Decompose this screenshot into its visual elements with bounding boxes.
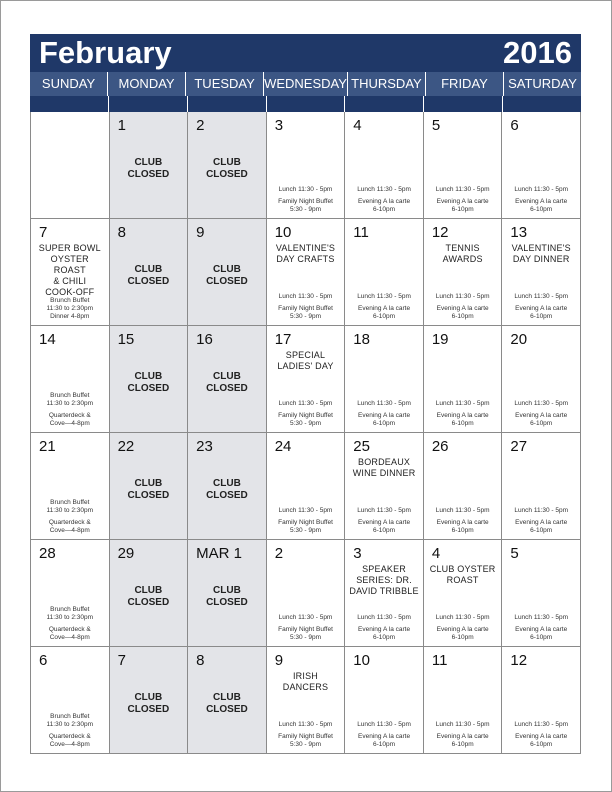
hours-line: Brunch Buffet 11:30 to 2:30pm [46,499,94,514]
hours-line: Evening A la carte 6-10pm [515,305,568,320]
day-number: 9 [274,652,284,669]
day-cell [31,540,110,647]
calendar [30,34,581,754]
day-number: 11 [353,224,369,241]
hours-line: Lunch 11:30 - 5pm [435,721,490,728]
day-number: 26 [431,438,449,455]
day-cell [31,326,110,433]
day-cell [31,112,110,219]
day-number: 6 [39,652,48,669]
weekday-monday: MONDAY [107,72,185,96]
day-number: 28 [39,545,56,562]
hours-line: Family Night Buffet 5:30 - 9pm [278,626,333,641]
hours-line: Lunch 11:30 - 5pm [357,614,411,621]
hours-line: Evening A la carte 6-10pm [515,733,568,748]
year-title: 2016 [503,35,572,70]
day-cell [502,647,581,754]
day-number: 12 [510,652,528,669]
day-number: 15 [117,331,135,348]
hours-line: Quarterdeck & Cove—4-8pm [48,733,91,748]
hours-line: Lunch 11:30 - 5pm [357,186,411,193]
hours-line: Evening A la carte 6-10pm [515,198,568,213]
hours-line: Lunch 11:30 - 5pm [357,507,411,514]
hours-info [426,400,500,428]
hours-info [504,614,578,642]
day-cell [267,326,346,433]
day-cell [502,540,581,647]
club-closed-label: CLUB CLOSED [206,585,248,608]
hours-line: Brunch Buffet 11:30 to 2:30pm [46,606,94,621]
day-number: 8 [117,224,126,241]
day-number: 5 [431,117,441,134]
hours-line: Evening A la carte 6-10pm [515,626,568,641]
hours-line: Lunch 11:30 - 5pm [514,400,569,407]
club-closed-label: CLUB CLOSED [127,585,170,608]
hours-line: Lunch 11:30 - 5pm [278,293,333,300]
hours-line: Lunch 11:30 - 5pm [278,186,333,193]
day-cell [424,540,503,647]
day-number: 7 [117,652,126,669]
club-closed-label: CLUB CLOSED [206,692,248,715]
day-number: 4 [353,117,362,134]
day-number: 4 [431,545,441,562]
day-cell [424,326,503,433]
hours-info [269,400,343,428]
day-number: 7 [39,224,48,241]
day-cell [424,112,503,219]
header-spacer-row [30,96,581,112]
hours-info [426,721,500,749]
hours-line: Evening A la carte 6-10pm [358,305,411,320]
hours-line: Evening A la carte 6-10pm [436,733,489,748]
hours-line: Brunch Buffet 11:30 to 2:30pm Dinner 4-8pm [46,297,94,320]
club-closed-label: CLUB CLOSED [127,692,170,715]
hours-info [347,614,421,642]
hours-info [347,721,421,749]
day-number: 13 [510,224,528,241]
event-title: TENNIS AWARDS [442,243,483,264]
hours-line: Lunch 11:30 - 5pm [278,614,333,621]
hours-line: Evening A la carte 6-10pm [358,412,411,427]
weekday-sunday: SUNDAY [41,76,96,91]
day-number: 11 [431,652,448,669]
hours-line: Lunch 11:30 - 5pm [357,400,411,407]
hours-line: Evening A la carte 6-10pm [358,733,411,748]
calendar-grid [30,112,581,754]
day-number: 1 [117,117,126,134]
day-number: 8 [196,652,205,669]
event-title: IRISH DANCERS [282,671,329,692]
day-cell [345,540,424,647]
hours-line: Lunch 11:30 - 5pm [278,400,333,407]
day-number: 12 [431,224,449,241]
hours-line: Quarterdeck & Cove—4-8pm [48,412,91,427]
day-cell [31,433,110,540]
day-cell [188,219,267,326]
hours-line: Evening A la carte 6-10pm [358,198,411,213]
day-cell [188,540,267,647]
day-cell [502,219,581,326]
day-cell [110,647,189,754]
hours-line: Brunch Buffet 11:30 to 2:30pm [46,713,94,728]
hours-line: Family Night Buffet 5:30 - 9pm [278,305,333,320]
club-closed-label: CLUB CLOSED [206,371,248,394]
hours-line: Lunch 11:30 - 5pm [435,186,490,193]
day-cell [267,647,346,754]
day-number: 14 [39,331,56,348]
hours-info [426,186,500,214]
hours-line: Evening A la carte 6-10pm [436,412,489,427]
hours-line: Lunch 11:30 - 5pm [435,293,490,300]
day-number: 23 [196,438,213,455]
day-cell [424,433,503,540]
event-title: SUPER BOWL OYSTER ROAST & CHILI COOK-OFF [38,243,101,297]
day-number: 17 [274,331,292,348]
day-number: 27 [510,438,528,455]
event-title: SPECIAL LADIES' DAY [277,350,334,371]
club-closed-label: CLUB CLOSED [206,157,248,180]
day-cell [110,112,189,219]
hours-info [426,507,500,535]
hours-line: Family Night Buffet 5:30 - 9pm [278,412,333,427]
hours-line: Evening A la carte 6-10pm [358,626,411,641]
hours-info [504,507,578,535]
day-number: 2 [274,545,284,562]
hours-line: Family Night Buffet 5:30 - 9pm [278,733,333,748]
event-title: SPEAKER SERIES: DR. DAVID TRIBBLE [349,564,419,596]
hours-info [504,721,578,749]
title-bar [30,34,581,72]
day-cell [31,219,110,326]
day-number: 20 [510,331,528,348]
day-cell [110,326,189,433]
day-cell [502,112,581,219]
hours-line: Lunch 11:30 - 5pm [514,507,569,514]
day-cell [110,540,189,647]
day-number: 6 [510,117,519,134]
club-closed-label: CLUB CLOSED [206,478,248,501]
day-number: 22 [117,438,135,455]
day-cell [345,647,424,754]
hours-line: Lunch 11:30 - 5pm [514,293,569,300]
hours-line: Lunch 11:30 - 5pm [357,293,411,300]
hours-info [504,186,578,214]
hours-line: Lunch 11:30 - 5pm [435,614,490,621]
hours-info [269,293,343,321]
day-cell [31,647,110,754]
hours-line: Evening A la carte 6-10pm [436,198,489,213]
hours-line: Lunch 11:30 - 5pm [435,507,490,514]
hours-info [347,507,421,535]
day-number: 24 [274,438,292,455]
hours-info [426,614,500,642]
day-number: MAR 1 [196,545,242,562]
day-cell [267,219,346,326]
hours-info [269,721,343,749]
hours-line: Family Night Buffet 5:30 - 9pm [278,198,333,213]
hours-line: Lunch 11:30 - 5pm [278,507,333,514]
hours-line: Lunch 11:30 - 5pm [514,614,569,621]
hours-line: Evening A la carte 6-10pm [436,305,489,320]
day-cell [345,433,424,540]
day-number: 3 [274,117,284,134]
day-cell [188,433,267,540]
day-cell [188,647,267,754]
day-cell [345,219,424,326]
day-number: 9 [196,224,205,241]
day-number: 25 [353,438,370,455]
event-title: VALENTINE'S DAY DINNER [511,243,571,264]
hours-info [33,713,107,749]
hours-line: Evening A la carte 6-10pm [358,519,411,534]
day-number: 2 [196,117,205,134]
day-cell [267,433,346,540]
club-closed-label: CLUB CLOSED [127,264,170,287]
day-cell [110,433,189,540]
day-cell [502,433,581,540]
club-closed-label: CLUB CLOSED [127,157,170,180]
day-number: 21 [39,438,56,455]
hours-line: Family Night Buffet 5:30 - 9pm [278,519,333,534]
weekday-header-row [30,72,581,96]
event-title: BORDEAUX WINE DINNER [352,457,416,478]
club-closed-label: CLUB CLOSED [127,371,170,394]
hours-info [269,614,343,642]
hours-info [33,392,107,428]
day-number: 10 [353,652,370,669]
hours-line: Quarterdeck & Cove—4-8pm [48,626,91,641]
day-cell [188,112,267,219]
day-cell [502,326,581,433]
hours-info [347,400,421,428]
day-number: 3 [353,545,362,562]
hours-info [504,293,578,321]
weekday-saturday: SATURDAY [503,72,581,96]
day-cell [188,326,267,433]
day-cell [267,112,346,219]
weekday-wednesday: WEDNESDAY [263,72,347,96]
hours-info [347,293,421,321]
event-title: CLUB OYSTER ROAST [429,564,496,585]
hours-line: Lunch 11:30 - 5pm [514,721,569,728]
hours-line: Lunch 11:30 - 5pm [357,721,411,728]
hours-info [33,606,107,642]
hours-info [347,186,421,214]
hours-line: Evening A la carte 6-10pm [436,519,489,534]
day-cell [345,112,424,219]
day-number: 16 [196,331,213,348]
day-cell [110,219,189,326]
day-cell [424,647,503,754]
club-closed-label: CLUB CLOSED [206,264,248,287]
hours-line: Brunch Buffet 11:30 to 2:30pm [46,392,94,407]
day-number: 5 [510,545,519,562]
hours-info [504,400,578,428]
day-cell [345,326,424,433]
day-number: 18 [353,331,370,348]
hours-line: Lunch 11:30 - 5pm [435,400,490,407]
hours-info [269,507,343,535]
hours-line: Lunch 11:30 - 5pm [514,186,569,193]
hours-line: Evening A la carte 6-10pm [515,412,568,427]
weekday-tuesday: TUESDAY [185,72,263,96]
weekday-thursday: THURSDAY [347,72,425,96]
weekday-friday: FRIDAY [425,72,503,96]
club-closed-label: CLUB CLOSED [127,478,170,501]
day-number: 10 [274,224,292,241]
hours-info [33,297,107,321]
day-number: 19 [431,331,449,348]
hours-line: Lunch 11:30 - 5pm [278,721,333,728]
day-cell [267,540,346,647]
day-number: 29 [117,545,135,562]
hours-info [269,186,343,214]
month-title: February [39,35,172,70]
hours-line: Evening A la carte 6-10pm [515,519,568,534]
hours-line: Evening A la carte 6-10pm [436,626,489,641]
hours-info [33,499,107,535]
day-cell [424,219,503,326]
event-title: VALENTINE'S DAY CRAFTS [275,243,336,264]
hours-line: Quarterdeck & Cove—4-8pm [48,519,91,534]
hours-info [426,293,500,321]
